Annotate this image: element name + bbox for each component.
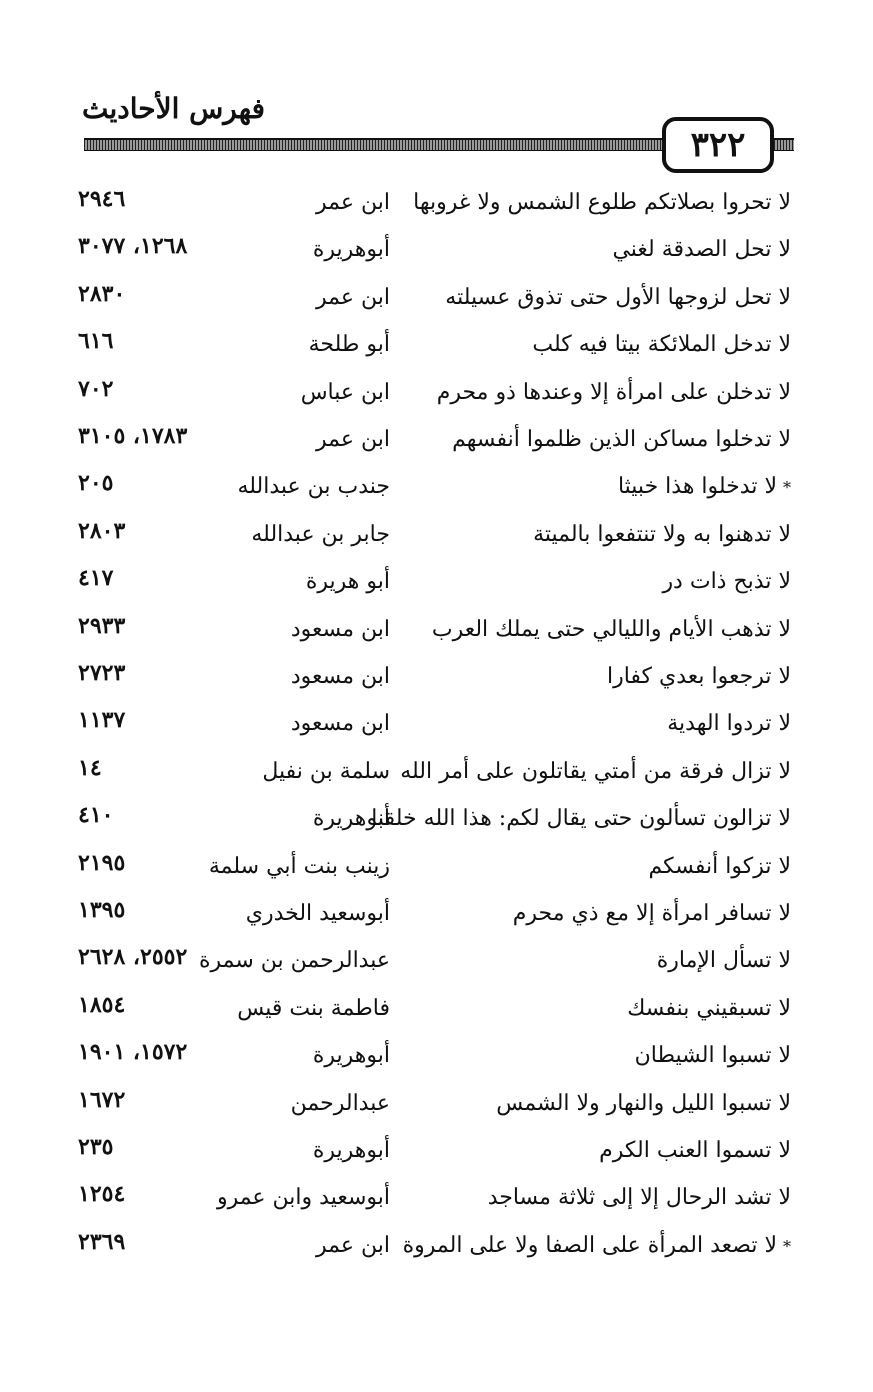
- hadith-label: لا تصعد المرأة على الصفا ولا على المروة: [402, 1232, 777, 1258]
- hadith-text: [371, 806, 791, 831]
- hadith-text: [667, 711, 791, 736]
- index-entry: [0, 1039, 873, 1089]
- hadith-text: [513, 901, 791, 926]
- hadith-label: لا تدخلوا مساكن الذين ظلموا أنفسهم: [452, 427, 791, 452]
- index-entry: [0, 802, 873, 852]
- index-entry: [0, 1228, 873, 1279]
- narrator-name: ابن مسعود: [290, 616, 390, 642]
- hadith-text: [496, 1091, 791, 1116]
- hadith-label: لا تسموا العنب الكرم: [599, 1138, 791, 1163]
- narrator-name: أبوهريرة: [312, 237, 390, 263]
- hadith-text: [607, 664, 791, 689]
- hadith-label: لا تسبوا الليل والنهار ولا الشمس: [496, 1090, 791, 1116]
- narrator-name: ابن عباس: [300, 379, 390, 405]
- page-number: ٣٢٢: [662, 117, 774, 173]
- hadith-numbers: ١٤: [78, 754, 102, 781]
- hadith-text: [432, 617, 791, 642]
- hadith-label: لا تزالون تسألون حتى يقال لكم: هذا الله خلقنا: [371, 806, 791, 832]
- hadith-numbers: ٢٨٠٣: [78, 517, 126, 544]
- hadith-label: لا تسبقيني بنفسك: [627, 995, 791, 1021]
- hadith-text: [618, 474, 791, 499]
- narrator-name: جابر بن عبدالله: [251, 521, 390, 547]
- asterisk-mark: *: [783, 478, 791, 498]
- hadith-text: [488, 1185, 791, 1210]
- index-entry: [0, 897, 873, 947]
- hadith-text: [648, 854, 791, 879]
- hadith-numbers: ١٧٨٣، ٣١٠٥: [78, 423, 188, 449]
- index-entry: [0, 944, 873, 994]
- hadith-numbers: ١٣٩٥: [78, 897, 126, 923]
- index-entry: [0, 991, 873, 1042]
- index-entry: [0, 1181, 873, 1231]
- hadith-text: [413, 190, 791, 215]
- hadith-label: لا تحروا بصلاتكم طلوع الشمس ولا غروبها: [413, 190, 791, 215]
- hadith-label: لا ترجعوا بعدي كفارا: [606, 664, 791, 689]
- narrator-name: أبوسعيد وابن عمرو: [216, 1185, 390, 1211]
- hadith-label: لا تشد الرحال إلا إلى ثلاثة مساجد: [487, 1185, 791, 1211]
- hadith-numbers: ٤١٧: [78, 565, 114, 592]
- hadith-label: لا تحل الصدقة لغني: [612, 237, 791, 263]
- index-entry: [0, 375, 873, 426]
- narrator-name: أبوهريرة: [312, 806, 390, 832]
- hadith-numbers: ٦١٦: [78, 328, 114, 355]
- hadith-numbers: ٢٥٥٢، ٢٦٢٨: [78, 944, 188, 971]
- running-title: فهرس الأحاديث: [82, 92, 266, 125]
- hadith-text: [662, 569, 791, 594]
- hadith-label: لا تسأل الإمارة: [656, 948, 791, 974]
- index-entry: [0, 707, 873, 757]
- hadith-label: لا تحل لزوجها الأول حتى تذوق عسيلته: [445, 284, 791, 310]
- hadith-numbers: ٢٣٦٩: [78, 1228, 126, 1255]
- index-entry: [0, 660, 873, 710]
- narrator-name: جندب بن عبدالله: [237, 474, 390, 500]
- hadith-label: لا تدهنوا به ولا تنتفعوا بالميتة: [533, 521, 791, 547]
- narrator-name: سلمة بن نفيل: [262, 758, 390, 784]
- hadith-numbers: ١٢٥٤: [78, 1181, 126, 1208]
- hadith-text: [532, 332, 791, 357]
- hadith-numbers: ١١٣٧: [78, 707, 126, 734]
- index-entry: [0, 849, 873, 900]
- hadith-text: [445, 285, 791, 310]
- index-entry: [0, 1134, 873, 1184]
- index-entry: [0, 470, 873, 520]
- narrator-name: أبو طلحة: [308, 332, 390, 358]
- narrator-name: ابن مسعود: [290, 711, 390, 737]
- hadith-numbers: ٢٨٣٠: [78, 280, 126, 307]
- narrator-name: ابن مسعود: [290, 664, 390, 689]
- index-entry: [0, 565, 873, 615]
- hadith-label: لا تزكوا أنفسكم: [648, 853, 791, 879]
- index-entry: [0, 612, 873, 663]
- narrator-name: ابن عمر: [316, 190, 390, 215]
- index-entry: [0, 517, 873, 568]
- narrator-name: عبدالرحمن: [290, 1090, 390, 1116]
- hadith-text: [657, 948, 791, 973]
- narrator-name: زينب بنت أبي سلمة: [208, 853, 390, 879]
- index-entry: [0, 186, 873, 236]
- narrator-name: فاطمة بنت قيس: [237, 995, 390, 1021]
- hadith-text: [612, 237, 791, 262]
- hadith-numbers: ٢٣٥: [78, 1134, 114, 1160]
- narrator-name: أبو هريرة: [305, 569, 390, 595]
- hadith-numbers: ٢٩٤٦: [78, 186, 126, 212]
- narrator-name: ابن عمر: [316, 1232, 390, 1258]
- hadith-numbers: ١٦٧٢: [78, 1086, 126, 1113]
- hadith-text: [627, 996, 791, 1021]
- hadith-text: [533, 522, 791, 547]
- hadith-label: لا تذبح ذات در: [662, 569, 791, 595]
- hadith-label: لا تسافر امرأة إلا مع ذي محرم: [512, 901, 791, 926]
- narrator-name: أبوسعيد الخدري: [245, 901, 390, 926]
- hadith-numbers: ١٨٥٤: [78, 991, 126, 1018]
- narrator-name: ابن عمر: [316, 427, 390, 452]
- hadith-label: لا تدخل الملائكة بيتا فيه كلب: [532, 332, 791, 358]
- index-entry: [0, 423, 873, 473]
- index-entry: [0, 754, 873, 805]
- index-entry: [0, 233, 873, 283]
- hadith-text: [437, 380, 791, 405]
- hadith-text: [400, 759, 791, 784]
- hadith-numbers: ٢٧٢٣: [78, 660, 126, 686]
- hadith-label: لا تسبوا الشيطان: [634, 1043, 791, 1069]
- hadith-numbers: ٤١٠: [78, 802, 114, 829]
- hadith-label: لا تزال فرقة من أمتي يقاتلون على أمر الله: [400, 758, 791, 784]
- page-header: [0, 0, 873, 175]
- hadith-text: [599, 1138, 791, 1163]
- narrator-name: ابن عمر: [316, 284, 390, 310]
- hadith-text: [403, 1233, 791, 1258]
- asterisk-mark: *: [783, 1236, 791, 1256]
- index-entry: [0, 328, 873, 378]
- hadith-numbers: ٢١٩٥: [78, 849, 126, 876]
- hadith-label: لا تدخلوا هذا خبيثا: [617, 474, 777, 500]
- hadith-label: لا تردوا الهدية: [667, 711, 791, 737]
- hadith-numbers: ٢٠٥: [78, 470, 114, 497]
- narrator-name: أبوهريرة: [312, 1043, 390, 1069]
- hadith-label: لا تذهب الأيام والليالي حتى يملك العرب: [431, 616, 791, 642]
- narrator-name: عبدالرحمن بن سمرة: [198, 948, 390, 974]
- hadith-numbers: ١٢٦٨، ٣٠٧٧: [78, 233, 188, 260]
- hadith-text: [452, 427, 791, 452]
- hadith-label: لا تدخلن على امرأة إلا وعندها ذو محرم: [436, 379, 791, 405]
- hadith-text: [635, 1043, 791, 1068]
- hadith-numbers: ٧٠٢: [78, 375, 114, 402]
- hadith-numbers: ٢٩٣٣: [78, 612, 126, 639]
- index-entry: [0, 280, 873, 331]
- index-entry: [0, 1086, 873, 1137]
- hadith-numbers: ١٥٧٢، ١٩٠١: [78, 1039, 188, 1066]
- narrator-name: أبوهريرة: [312, 1138, 390, 1163]
